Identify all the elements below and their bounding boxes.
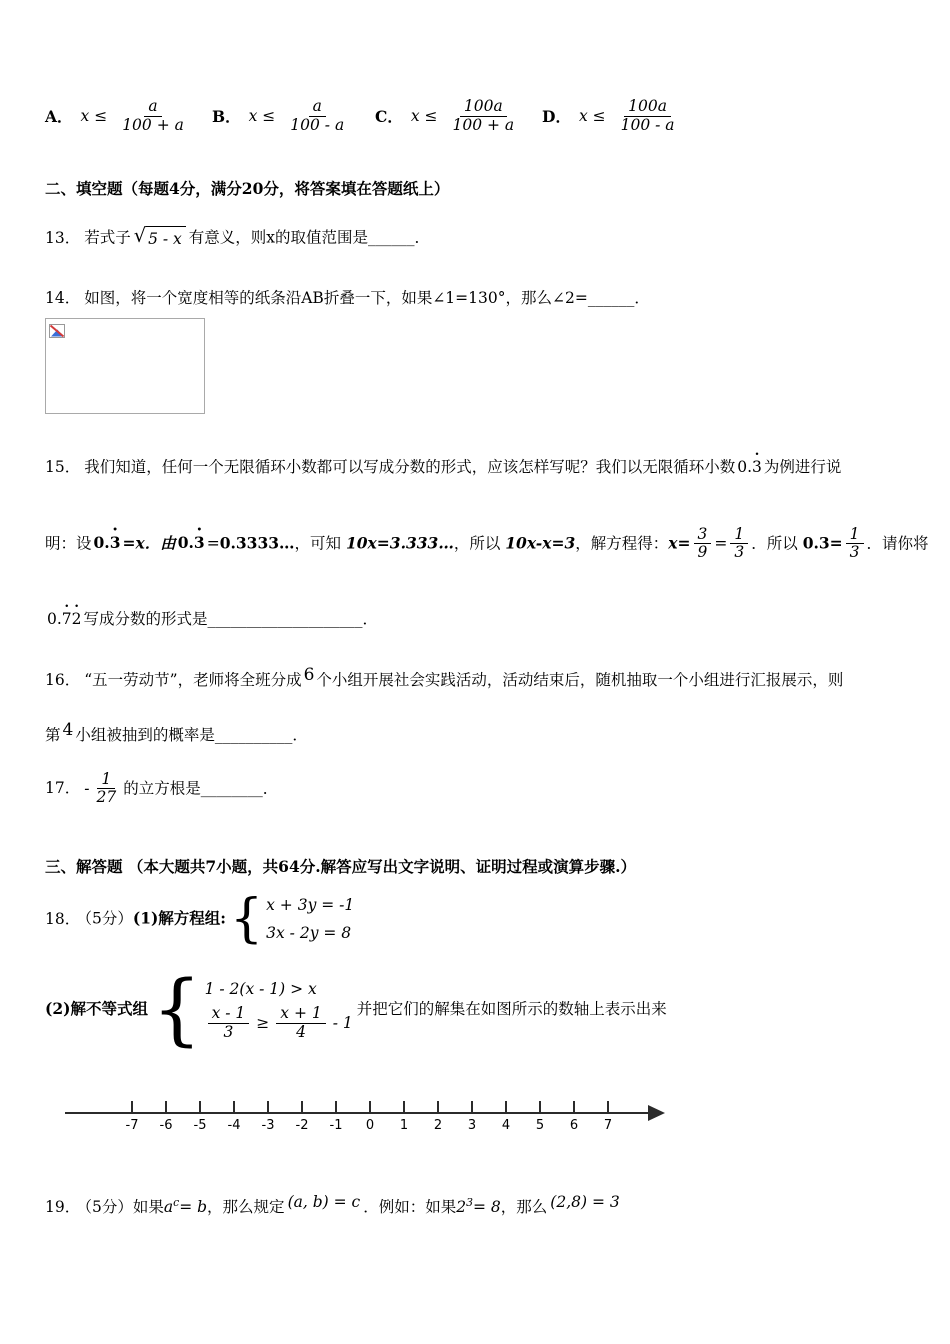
option-c [375, 98, 542, 135]
fraction-numerator: 1 [97, 771, 115, 790]
tick-mark [335, 1101, 337, 1114]
question-13-text-pre: 若式子 [84, 228, 131, 247]
tick-mark [607, 1101, 609, 1114]
system-brace: { [151, 964, 202, 1055]
geq-sign: ≥ [256, 1013, 270, 1032]
section-2-title: 二、填空题（每题4分，满分20分，将答案填在答题纸上） [45, 178, 450, 198]
question-15-math: 10x-x=3 [505, 532, 576, 552]
square-root-expression [133, 223, 186, 251]
question-13 [45, 223, 905, 251]
fraction-1-3 [846, 526, 864, 563]
repeating-digit: 7 • [62, 608, 72, 631]
question-18-score: （5分） [84, 909, 133, 928]
question-19 [45, 1195, 905, 1219]
fraction-numerator: 100a [460, 98, 507, 117]
question-15-math: x= [668, 532, 691, 552]
system-rows [266, 894, 354, 945]
question-15-math: =x．由 [122, 532, 176, 552]
equals-rhs: = 8 [473, 1198, 501, 1217]
numberline-tick [557, 1097, 591, 1136]
tick-mark [471, 1101, 473, 1114]
numberline-ticks [115, 1097, 625, 1136]
example-result-expression: (2,8) = 3 [550, 1193, 620, 1212]
fraction-x-1-3 [208, 1005, 250, 1042]
fraction-denominator: 3 [734, 543, 745, 562]
question-18-part2-label: (2)解不等式组 [45, 998, 148, 1018]
fraction-denominator: 9 [697, 543, 708, 562]
radical-sign: √ [133, 223, 147, 247]
question-18-part1-label: (1)解方程组: [132, 908, 227, 928]
fraction-numerator: 1 [846, 526, 864, 545]
option-a-fraction [118, 98, 188, 135]
tick-mark [267, 1101, 269, 1114]
fraction-numerator: a [144, 98, 161, 117]
tick-mark [573, 1101, 575, 1114]
question-15-text: ．请你将 [866, 533, 929, 552]
number-line-figure [65, 1097, 665, 1143]
question-15-text: ，可知 [294, 533, 346, 552]
question-18-part-2 [45, 964, 905, 1055]
numberline-tick [319, 1097, 353, 1136]
equation-system [230, 889, 355, 950]
tick-mark [233, 1101, 235, 1114]
fraction-denominator: 4 [296, 1023, 306, 1042]
question-15-line-2 [45, 524, 929, 563]
tick-mark [539, 1101, 541, 1114]
equals-rhs: = b [179, 1198, 208, 1217]
section-3-title: 三、解答题 （本大题共7小题，共64分.解答应写出文字说明、证明过程或演算步骤.） [45, 857, 637, 877]
base: a [163, 1198, 174, 1217]
question-14-figure-placeholder [45, 318, 205, 414]
option-b-fraction [286, 98, 348, 135]
question-16-line-1 [45, 664, 905, 694]
minus-sign: - [84, 778, 90, 797]
question-19-text: ，那么 [500, 1198, 548, 1217]
radicand: 5 - x [146, 226, 186, 251]
decimal-integer-part: 0. [737, 458, 753, 477]
decimal-integer-part: 0. [177, 532, 194, 552]
tick-label: -7 [125, 1118, 139, 1134]
option-d-fraction [617, 98, 679, 135]
tick-mark [199, 1101, 201, 1114]
tick-mark [165, 1101, 167, 1114]
fraction-numerator: 100a [624, 98, 671, 117]
fraction-x-plus-1-4 [276, 1005, 325, 1042]
tick-label: 0 [365, 1118, 375, 1134]
numberline-tick [489, 1097, 523, 1136]
fraction-denominator: 3 [223, 1023, 234, 1042]
fraction-denominator: 100 + a [122, 115, 184, 134]
inequality-system [151, 964, 353, 1055]
option-b-label: B． [212, 106, 241, 126]
numberline-tick [115, 1097, 149, 1136]
fraction-numerator: 1 [730, 526, 748, 545]
numberline-tick [353, 1097, 387, 1136]
tick-label: 3 [467, 1118, 477, 1134]
repeating-decimal-0-72 [47, 608, 82, 631]
fraction-numerator: 3 [694, 526, 712, 545]
question-15-number: 15． [45, 458, 81, 477]
fraction-1-27 [92, 771, 120, 808]
question-16-number: 16． [45, 670, 81, 689]
option-d-expression: x ≤ [578, 106, 606, 125]
decimal-integer-part: 0. [93, 532, 110, 552]
exponent: c [173, 1196, 180, 1210]
inequality-2 [205, 1005, 353, 1042]
question-13-number: 13． [45, 228, 81, 247]
question-15-line-3 [45, 608, 905, 631]
option-a-label: A． [45, 106, 73, 126]
tick-label: -5 [193, 1118, 207, 1134]
repeating-digit: 3 • [752, 456, 762, 479]
question-15-math: 10x=3.333… [345, 532, 454, 552]
tick-label: -4 [227, 1118, 241, 1134]
tick-label: 5 [535, 1118, 545, 1134]
question-16-text: “五一劳动节”，老师将全班分成 [84, 670, 302, 689]
fraction-numerator: x - 1 [208, 1005, 250, 1024]
option-b-expression: x ≤ [248, 106, 276, 125]
tick-mark [505, 1101, 507, 1114]
numberline-tick [523, 1097, 557, 1136]
numberline-tick [591, 1097, 625, 1136]
fraction-denominator: 27 [96, 788, 117, 807]
numberline-tick [421, 1097, 455, 1136]
question-15-text: 为例进行说 [763, 458, 842, 477]
question-17 [45, 771, 905, 808]
tick-label: 2 [433, 1118, 443, 1134]
question-17-text: 的立方根是________． [123, 778, 279, 797]
question-15-text: 我们知道，任何一个无限循环小数都可以写成分数的形式，应该怎样写呢？我们以无限循环小数 [84, 458, 736, 477]
question-14-number: 14． [45, 289, 81, 308]
tick-mark [437, 1101, 439, 1114]
numberline-tick [285, 1097, 319, 1136]
repeating-decimal-0-3 [178, 531, 205, 554]
fraction-numerator: x + 1 [276, 1005, 325, 1024]
question-15-math: 0.3333… [219, 532, 295, 552]
numberline-tick [387, 1097, 421, 1136]
equation-2: 3x - 2y = 8 [266, 923, 352, 942]
fraction-denominator: 100 + a [452, 115, 515, 134]
option-d [542, 98, 682, 135]
question-16-text: 个小组开展社会实践活动，活动结束后，随机抽取一个小组进行汇报展示，则 [316, 670, 844, 689]
definition-expression: (a, b) = c [287, 1193, 361, 1212]
tick-label: -2 [295, 1118, 309, 1134]
question-17-number: 17． [45, 778, 81, 797]
question-15-text: ．所以 [751, 533, 803, 552]
broken-image-icon [49, 322, 65, 345]
inequality-1: 1 - 2(x - 1) > x [204, 980, 317, 999]
question-19-text: ，那么规定 [207, 1198, 285, 1217]
question-18-part-1 [45, 889, 905, 950]
base: 2 [456, 1198, 467, 1217]
numberline-tick [251, 1097, 285, 1136]
inequality-tail: - 1 [332, 1013, 353, 1032]
tick-label: 7 [603, 1118, 613, 1134]
question-14-text: 如图，将一个宽度相等的纸条沿AB折叠一下，如果∠1=130°，那么∠2=______． [84, 289, 650, 308]
question-18-part2-text: 并把它们的解集在如图所示的数轴上表示出来 [356, 999, 667, 1018]
question-16-line-2 [45, 720, 905, 749]
tick-mark [403, 1101, 405, 1114]
question-16-text: 小组被抽到的概率是__________． [75, 726, 308, 744]
fraction-3-9 [694, 526, 712, 563]
question-15-text: = [714, 533, 728, 552]
fraction-numerator: a [309, 98, 326, 117]
group-number-value: 4 [62, 720, 74, 740]
repeating-decimal-0-3 [737, 456, 762, 479]
question-19-text: ．例如：如果 [363, 1198, 457, 1217]
power-expression-2-3 [456, 1198, 501, 1216]
tick-label: 1 [399, 1118, 409, 1134]
repeating-digit: 3 • [194, 531, 205, 554]
fraction-1-3 [730, 526, 748, 563]
question-16-text: 第 [45, 726, 61, 744]
choice-options-row [45, 0, 905, 135]
question-15-math: 0.3= [802, 532, 843, 552]
exponent: 3 [466, 1196, 473, 1210]
option-c-expression: x ≤ [410, 106, 438, 125]
question-15-text: ，所以 [453, 533, 506, 552]
question-15-text: 明：设 [45, 533, 92, 552]
tick-mark [301, 1101, 303, 1114]
question-15-text: 写成分数的形式是____________________． [83, 610, 379, 629]
question-18-number: 18． [45, 909, 81, 928]
equation-1: x + 3y = -1 [266, 896, 355, 915]
question-19-score: （5分） [84, 1198, 133, 1217]
question-13-text-post: 有意义，则x的取值范围是______． [188, 228, 431, 247]
repeating-decimal-0-3 [94, 531, 121, 554]
repeating-digit: 2 • [72, 608, 82, 631]
numberline-tick [149, 1097, 183, 1136]
option-c-label: C． [375, 106, 403, 126]
tick-mark [131, 1101, 133, 1114]
option-d-label: D． [542, 106, 571, 126]
question-14 [45, 287, 905, 310]
numberline-tick [217, 1097, 251, 1136]
numberline-tick [183, 1097, 217, 1136]
question-15-text: ，解方程得： [575, 533, 669, 552]
numberline-tick [455, 1097, 489, 1136]
question-15-line-1 [45, 456, 905, 479]
option-b [212, 98, 375, 135]
fraction-denominator: 3 [849, 543, 860, 562]
decimal-integer-part: 0. [47, 610, 62, 629]
option-a [45, 98, 212, 135]
tick-label: 6 [569, 1118, 579, 1134]
number-line-arrowhead-icon [648, 1105, 665, 1121]
repeating-digit: 3 • [110, 531, 121, 554]
fraction-denominator: 100 - a [290, 115, 345, 134]
tick-label: -3 [261, 1118, 275, 1134]
question-19-number: 19． [45, 1198, 81, 1217]
system-rows [205, 978, 353, 1042]
option-c-fraction [449, 98, 519, 135]
group-count-value: 6 [303, 664, 315, 685]
question-15-text: = [206, 533, 220, 552]
fraction-denominator: 100 - a [620, 115, 675, 134]
power-expression-a-c [164, 1198, 207, 1216]
system-brace: { [230, 889, 264, 950]
tick-label: -1 [329, 1118, 343, 1134]
tick-label: 4 [501, 1118, 511, 1134]
option-a-expression: x ≤ [80, 106, 108, 125]
tick-label: -6 [159, 1118, 173, 1134]
tick-mark [369, 1101, 371, 1114]
question-19-text: 如果 [132, 1198, 164, 1217]
